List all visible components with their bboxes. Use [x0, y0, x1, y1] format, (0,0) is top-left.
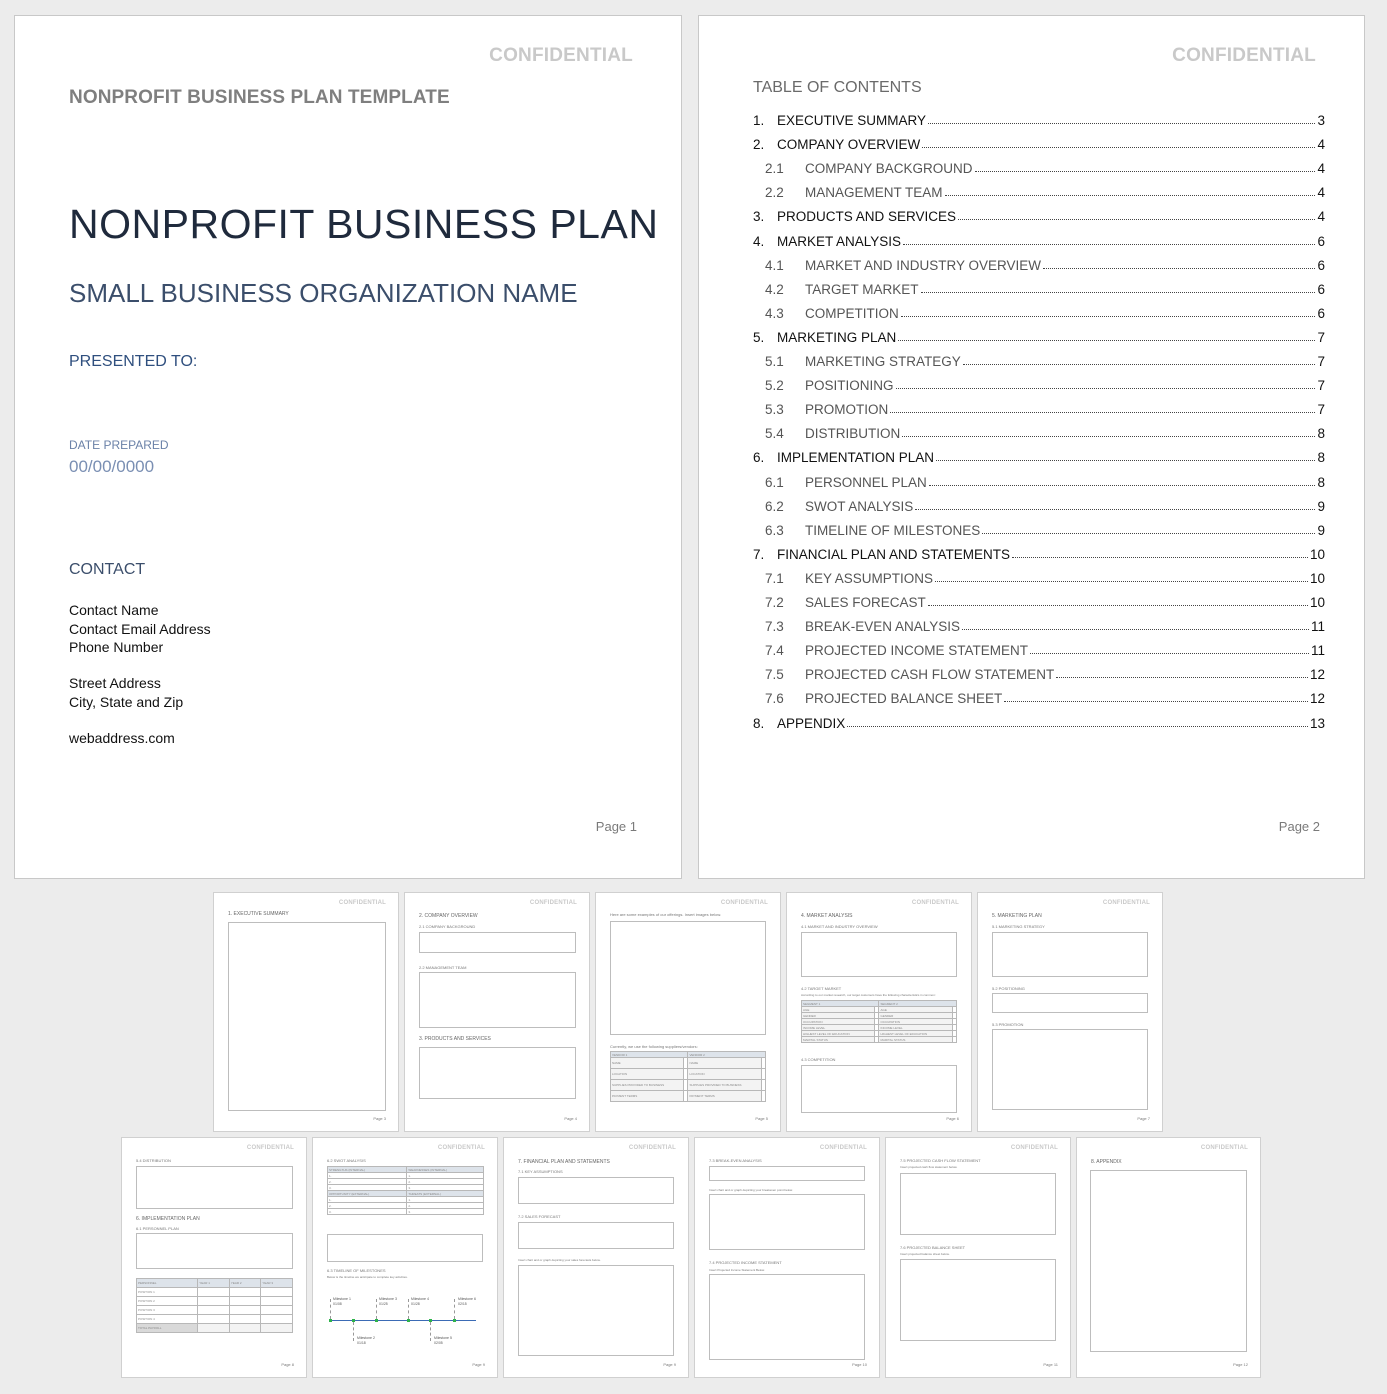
toc-label: MARKET AND INDUSTRY OVERVIEW: [805, 257, 1042, 273]
toc-leader-dots: [962, 629, 1309, 630]
toc-page-number: 6: [1317, 257, 1325, 273]
page-number: Page 6: [946, 1116, 959, 1121]
contact-phone: Phone Number: [69, 639, 164, 655]
toc-entry[interactable]: [753, 204, 1325, 224]
cash-flow-box: [900, 1173, 1056, 1235]
toc-label: APPENDIX: [777, 715, 846, 731]
vendors-intro: Currently, we use the following suppliers/vendors:: [610, 1044, 698, 1049]
toc-entry[interactable]: [753, 397, 1325, 417]
section-heading: 8. APPENDIX: [1091, 1159, 1122, 1165]
thumbnail-page-6[interactable]: [786, 892, 972, 1132]
toc-label: PROMOTION: [805, 402, 889, 418]
subsection-heading: 7.4 PROJECTED INCOME STATEMENT: [709, 1260, 782, 1265]
toc-leader-dots: [958, 219, 1315, 220]
toc-label: FINANCIAL PLAN AND STATEMENTS: [777, 546, 1011, 562]
promotion-box: [992, 1029, 1148, 1110]
break-even-box: [709, 1166, 865, 1181]
contact-heading: CONTACT: [69, 561, 146, 578]
toc-entry[interactable]: [753, 518, 1325, 538]
toc-page-number: 9: [1317, 498, 1325, 514]
toc-page-number: 4: [1317, 161, 1325, 177]
thumbnail-page-8[interactable]: [121, 1137, 307, 1378]
toc-page-number: 8: [1317, 450, 1325, 466]
executive-summary-box: [228, 922, 386, 1111]
toc-number: 7.2: [765, 595, 784, 610]
toc-number: 4.: [753, 233, 765, 249]
confidential-label: CONFIDENTIAL: [489, 45, 633, 66]
toc-leader-dots: [928, 605, 1308, 606]
toc-page-number: 12: [1309, 667, 1325, 683]
confidential-label: CONFIDENTIAL: [246, 1145, 294, 1151]
presented-to-label: PRESENTED TO:: [69, 353, 198, 370]
toc-leader-dots: [922, 147, 1315, 148]
toc-number: 4.1: [765, 257, 784, 273]
contact-city: City, State and Zip: [69, 694, 184, 710]
contact-name: Contact Name: [69, 602, 159, 618]
key-assumptions-box: [518, 1177, 674, 1204]
toc-leader-dots: [1012, 557, 1308, 558]
section-heading: 3. PRODUCTS AND SERVICES: [419, 1036, 491, 1042]
toc-leader-dots: [935, 581, 1308, 582]
toc-label: MARKETING PLAN: [777, 329, 897, 345]
toc-page-number: 8: [1317, 426, 1325, 442]
subsection-heading: 2.2 MANAGEMENT TEAM: [419, 965, 467, 970]
toc-entry[interactable]: [753, 542, 1325, 562]
toc-page-number: 6: [1317, 281, 1325, 297]
page-number: Page 5: [755, 1116, 768, 1121]
toc-page-number: 7: [1317, 402, 1325, 418]
thumbnail-page-5[interactable]: [595, 892, 781, 1132]
products-services-box: [419, 1047, 576, 1099]
page-number: Page 7: [1137, 1116, 1150, 1121]
toc-label: COMPANY BACKGROUND: [805, 161, 973, 177]
toc-page-number: 11: [1310, 643, 1325, 659]
thumbnail-page-12[interactable]: [885, 1137, 1071, 1378]
toc-label: TIMELINE OF MILESTONES: [805, 522, 981, 538]
toc-label: MANAGEMENT TEAM: [805, 185, 943, 201]
toc-entry[interactable]: [753, 349, 1325, 369]
toc-page-number: 6: [1317, 305, 1325, 321]
subsection-heading: 6.3 TIMELINE OF MILESTONES: [327, 1268, 386, 1273]
toc-page-number: 6: [1317, 233, 1325, 249]
thumbnail-page-11[interactable]: [694, 1137, 880, 1378]
toc-label: SWOT ANALYSIS: [805, 498, 914, 514]
timeline-intro: Below is the timeline we anticipate to complete key activities.: [327, 1275, 408, 1279]
confidential-label: CONFIDENTIAL: [1200, 1145, 1248, 1151]
subsection-heading: 7.3 BREAK-EVEN ANALYSIS: [709, 1158, 762, 1163]
date-prepared-label: DATE PREPARED: [69, 438, 169, 452]
toc-page-number: 7: [1317, 354, 1325, 369]
toc-leader-dots: [921, 292, 1316, 293]
toc-leader-dots: [898, 340, 1315, 341]
subsection-heading: 4.3 COMPETITION: [801, 1057, 836, 1062]
toc-number: 1.: [753, 113, 765, 128]
thumbnail-page-10[interactable]: [503, 1137, 689, 1378]
toc-entry[interactable]: [753, 686, 1325, 706]
sales-chart-box: [518, 1265, 674, 1356]
vendors-table: VENDOR 1 VENDOR 2 NAME NAME LOCATION LOCATION SUPPLIES PROVIDED TO BUSINESS SUPPLIES PROVIDED TO BUSINESS PAYMENT TERMS PAYMENT TERMS: [610, 1051, 766, 1102]
toc-title: TABLE OF CONTENTS: [753, 79, 922, 96]
toc-label: PRODUCTS AND SERVICES: [777, 209, 957, 225]
toc-leader-dots: [1056, 677, 1308, 678]
balance-sheet-box: [900, 1259, 1056, 1341]
toc-entry[interactable]: [753, 108, 1325, 128]
contact-email: Contact Email Address: [69, 621, 211, 637]
thumbnail-page-3[interactable]: [213, 892, 399, 1132]
toc-entry[interactable]: [753, 156, 1325, 176]
toc-leader-dots: [901, 316, 1316, 317]
page-number: Page 9: [472, 1362, 485, 1367]
toc-label: PROJECTED CASH FLOW STATEMENT: [805, 667, 1055, 683]
toc-number: 7.3: [765, 619, 784, 635]
toc-page-number: 3: [1317, 113, 1325, 128]
subsection-heading: 5.2 POSITIONING: [992, 986, 1025, 991]
toc-label: DISTRIBUTION: [805, 426, 901, 442]
toc-number: 7.: [753, 546, 765, 562]
page-number: Page 9: [663, 1362, 676, 1367]
toc-page-number: 11: [1310, 619, 1325, 635]
toc-entry[interactable]: [753, 638, 1325, 658]
toc-leader-dots: [975, 171, 1316, 172]
toc-leader-dots: [929, 485, 1316, 486]
toc-number: 2.1: [765, 161, 784, 177]
offerings-images-box: [610, 921, 766, 1035]
toc-number: 2.2: [765, 185, 784, 201]
toc-entry[interactable]: [753, 470, 1325, 490]
confidential-label: CONFIDENTIAL: [1010, 1145, 1058, 1151]
toc-number: 5.: [753, 329, 765, 345]
toc-label: IMPLEMENTATION PLAN: [777, 450, 935, 466]
target-intro: According to our market research, our target customers have the following characteristics in common:: [801, 993, 936, 997]
toc-number: 8.: [753, 715, 765, 731]
toc-number: 5.1: [765, 354, 784, 369]
page-number: Page 1: [595, 819, 637, 834]
industry-overview-box: [801, 932, 957, 977]
toc-number: 7.1: [765, 570, 784, 586]
thumbnail-page-9[interactable]: CONFIDENTIAL 6.2 SWOT ANALYSIS STRENGTHS (INTERNAL) WEAKNESSES (INTERNAL) 1. 1. 2. 2. 3. 3. OPPORTUNITY (EXTERNAL) THREATS (EXTERNAL) 1. 1. 2. 2. 3. 3. 6.3 TIMELINE OF MILESTONES Below is the timeline we anticipate to complete key activities. Milestone 1 01/08 Milestone 3 01/25 Milestone 4 01/28 Milestone 6 02/15 Milestone 2 01/18 Milestone 5 02/05 Page 9: [312, 1137, 498, 1378]
income-note: Insert Projected Income Statement Below.: [709, 1268, 765, 1272]
toc-number: 7.6: [765, 691, 784, 707]
thumbnail-page-13[interactable]: [1076, 1137, 1261, 1378]
organization-name: SMALL BUSINESS ORGANIZATION NAME: [69, 278, 578, 308]
toc-number: 5.4: [765, 426, 784, 442]
toc-label: EXECUTIVE SUMMARY: [777, 113, 927, 128]
confidential-label: CONFIDENTIAL: [819, 1145, 867, 1151]
thumbnail-page-7[interactable]: [977, 892, 1163, 1132]
cover-page: [14, 15, 682, 879]
page-number: Page 12: [1233, 1362, 1248, 1367]
toc-leader-dots: [1043, 268, 1315, 269]
toc-number: 5.3: [765, 402, 784, 418]
company-background-box: [419, 932, 576, 953]
toc-page-number: 4: [1317, 185, 1325, 201]
toc-entry[interactable]: [753, 253, 1325, 273]
toc-page-number: 12: [1309, 691, 1325, 707]
confidential-label: CONFIDENTIAL: [720, 900, 768, 906]
confidential-label: CONFIDENTIAL: [911, 900, 959, 906]
toc-number: 5.2: [765, 378, 784, 394]
toc-page-number: 7: [1317, 378, 1325, 394]
toc-number: 6.: [753, 450, 765, 466]
subsection-heading: 4.2 TARGET MARKET: [801, 986, 842, 991]
income-statement-box: [709, 1274, 865, 1360]
toc-label: PROJECTED INCOME STATEMENT: [805, 643, 1029, 659]
subsection-heading: 5.3 PROMOTION: [992, 1022, 1024, 1027]
template-title: NONPROFIT BUSINESS PLAN TEMPLATE: [69, 87, 450, 108]
section-heading: 7. FINANCIAL PLAN AND STATEMENTS: [518, 1159, 610, 1165]
section-heading: 5. MARKETING PLAN: [992, 913, 1042, 919]
toc-label: BREAK-EVEN ANALYSIS: [805, 619, 961, 635]
marketing-strategy-box: [992, 932, 1148, 977]
personnel-plan-box: [136, 1233, 293, 1269]
break-even-note: Insert chart and or graph depicting your breakeven point below.: [709, 1188, 793, 1192]
chart-note: Insert chart and or graph depicting your sales forecasts below.: [518, 1258, 601, 1262]
toc-entry[interactable]: [753, 325, 1325, 345]
management-team-box: [419, 972, 576, 1028]
toc-page-number: 8: [1317, 474, 1325, 490]
contact-web: webaddress.com: [69, 730, 175, 746]
personnel-table: PERSONNEL YEAR 1 YEAR 2 YEAR 3 POSITION 1 POSITION 2 POSITION 3 POSITION 4 TOTAL PAYROLL: [136, 1278, 293, 1333]
toc-leader-dots: [915, 509, 1315, 510]
break-even-chart-box: [709, 1194, 865, 1250]
section-heading: 6. IMPLEMENTATION PLAN: [136, 1216, 200, 1222]
toc-number: 4.3: [765, 305, 784, 321]
toc-page-number: 9: [1317, 522, 1325, 538]
toc-leader-dots: [945, 195, 1316, 196]
toc-entry[interactable]: [753, 229, 1325, 249]
toc-label: KEY ASSUMPTIONS: [805, 570, 934, 586]
cash-flow-note: Insert projected cash flow statement below.: [900, 1165, 958, 1169]
swot-table: STRENGTHS (INTERNAL) WEAKNESSES (INTERNAL) 1. 1. 2. 2. 3. 3. OPPORTUNITY (EXTERNAL) THREATS (EXTERNAL) 1. 1. 2. 2. 3. 3.: [327, 1166, 484, 1215]
toc-leader-dots: [1004, 701, 1308, 702]
toc-entry[interactable]: [753, 421, 1325, 441]
confidential-label: CONFIDENTIAL: [1172, 45, 1316, 66]
subsection-heading: 4.1 MARKET AND INDUSTRY OVERVIEW: [801, 924, 878, 929]
toc-label: POSITIONING: [805, 378, 894, 394]
confidential-label: CONFIDENTIAL: [338, 900, 386, 906]
toc-entry[interactable]: [753, 277, 1325, 297]
toc-entry[interactable]: [753, 301, 1325, 321]
toc-label: PERSONNEL PLAN: [805, 474, 927, 490]
segments-table: SEGMENT 1 SEGMENT 2 AGE AGE GENDER GENDER OCCUPATION OCCUPATION INCOME LEVEL INCOME LEVEL HIGHEST LEVEL OF EDUCATION HIGHEST LEVEL OF EDUCATION MARITAL STATUS MARITAL STATUS: [801, 1000, 957, 1043]
date-prepared-value: 00/00/0000: [69, 457, 155, 476]
toc-label: SALES FORECAST: [805, 595, 926, 610]
subsection-heading: 7.6 PROJECTED BALANCE SHEET: [900, 1245, 966, 1250]
toc-number: 2.: [753, 137, 765, 153]
confidential-label: CONFIDENTIAL: [529, 900, 577, 906]
toc-page-number: 10: [1309, 595, 1325, 610]
toc-page-number: 4: [1317, 209, 1325, 225]
positioning-box: [992, 993, 1148, 1013]
toc-leader-dots: [1030, 653, 1309, 654]
confidential-label: CONFIDENTIAL: [1102, 900, 1150, 906]
document-title: NONPROFIT BUSINESS PLAN: [69, 201, 659, 247]
subsection-heading: 7.2 SALES FORECAST: [518, 1214, 561, 1219]
toc-number: 6.2: [765, 498, 784, 514]
toc-page-number: 10: [1309, 570, 1325, 586]
thumbnail-page-4[interactable]: [404, 892, 590, 1132]
toc-number: 4.2: [765, 281, 784, 297]
toc-leader-dots: [963, 364, 1316, 365]
toc-label: MARKET ANALYSIS: [777, 233, 902, 249]
toc-number: 6.3: [765, 522, 784, 538]
toc-number: 3.: [753, 209, 765, 225]
appendix-box: [1090, 1170, 1247, 1352]
page-number: Page 3: [373, 1116, 386, 1121]
toc-number: 6.1: [765, 474, 784, 490]
toc-page: [698, 15, 1365, 879]
toc-number: 7.4: [765, 643, 784, 659]
toc-leader-dots: [902, 436, 1315, 437]
toc-number: 7.5: [765, 667, 784, 683]
confidential-label: CONFIDENTIAL: [628, 1145, 676, 1151]
page-number: Page 8: [281, 1362, 294, 1367]
page-number: Page 10: [852, 1362, 867, 1367]
confidential-label: CONFIDENTIAL: [437, 1145, 485, 1151]
swot-notes-box: [327, 1234, 483, 1262]
toc-entry[interactable]: [753, 373, 1325, 393]
toc-entry[interactable]: [753, 614, 1325, 634]
page-number: Page 4: [564, 1116, 577, 1121]
toc-page-number: 4: [1317, 137, 1325, 153]
page-number: Page 2: [1278, 819, 1320, 834]
toc-entry[interactable]: [753, 711, 1325, 731]
toc-label: MARKETING STRATEGY: [805, 354, 961, 369]
subsection-heading: 2.1 COMPANY BACKGROUND: [419, 924, 476, 929]
subsection-heading: 7.1 KEY ASSUMPTIONS: [518, 1169, 563, 1174]
toc-entry[interactable]: [753, 494, 1325, 514]
contact-street: Street Address: [69, 675, 161, 691]
sales-forecast-box: [518, 1222, 674, 1249]
toc-leader-dots: [890, 412, 1315, 413]
toc-leader-dots: [896, 388, 1316, 389]
subsection-heading: 5.4 DISTRIBUTION: [136, 1158, 171, 1163]
subsection-heading: 6.1 PERSONNEL PLAN: [136, 1226, 179, 1231]
toc-label: COMPANY OVERVIEW: [777, 137, 921, 153]
offerings-intro: Here are some examples of our offerings. Insert images below.: [610, 912, 722, 917]
toc-leader-dots: [936, 460, 1315, 461]
competition-box: [801, 1065, 957, 1113]
subsection-heading: 7.5 PROJECTED CASH FLOW STATEMENT: [900, 1158, 981, 1163]
toc-page-number: 7: [1317, 329, 1325, 345]
toc-leader-dots: [982, 533, 1315, 534]
toc-entry[interactable]: [753, 132, 1325, 152]
page-number: Page 11: [1043, 1362, 1058, 1367]
section-heading: 1. EXECUTIVE SUMMARY: [228, 911, 289, 917]
balance-sheet-note: Insert projected balance sheet below.: [900, 1252, 950, 1256]
section-heading: 4. MARKET ANALYSIS: [801, 913, 853, 919]
toc-leader-dots: [903, 244, 1315, 245]
section-heading: 2. COMPANY OVERVIEW: [419, 913, 478, 919]
toc-leader-dots: [928, 123, 1315, 124]
toc-leader-dots: [847, 726, 1308, 727]
subsection-heading: 5.1 MARKETING STRATEGY: [992, 924, 1045, 929]
toc-entry[interactable]: [753, 662, 1325, 682]
toc-label: PROJECTED BALANCE SHEET: [805, 691, 1003, 707]
distribution-box: [136, 1166, 293, 1209]
subsection-heading: 6.2 SWOT ANALYSIS: [327, 1158, 366, 1163]
toc-entry[interactable]: [753, 180, 1325, 200]
toc-label: TARGET MARKET: [805, 281, 919, 297]
toc-page-number: 13: [1309, 715, 1325, 731]
toc-entry[interactable]: [753, 445, 1325, 465]
toc-label: COMPETITION: [805, 305, 899, 321]
toc-entry[interactable]: [753, 590, 1325, 610]
toc-entry[interactable]: [753, 566, 1325, 586]
toc-page-number: 10: [1309, 546, 1325, 562]
